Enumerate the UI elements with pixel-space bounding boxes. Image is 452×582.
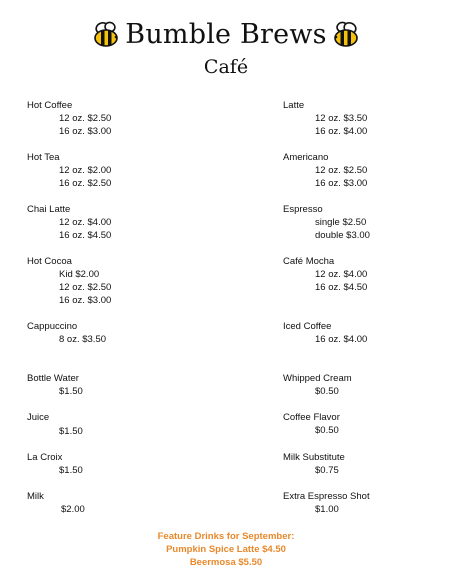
menu-item [27, 372, 207, 398]
item-name: Juice [27, 412, 50, 423]
item-price: $0.50 [315, 386, 339, 397]
item-price: 8 oz. $3.50 [59, 334, 107, 345]
menu-item [27, 255, 207, 307]
menu-item [283, 255, 452, 294]
item-name: Café Mocha [283, 256, 335, 267]
menu-item [283, 203, 452, 242]
cafe-title: Bumble Brews [125, 18, 327, 50]
menu-item [283, 411, 452, 437]
menu-item [283, 151, 452, 190]
bee-icon [91, 19, 121, 49]
menu-item [27, 151, 207, 190]
item-price: 16 oz. $4.00 [315, 334, 368, 345]
menu-item [283, 451, 452, 477]
item-price: 16 oz. $4.50 [315, 282, 368, 293]
item-name: Bottle Water [27, 373, 79, 384]
menu-item [27, 320, 207, 346]
menu-item [27, 411, 207, 438]
menu-item [283, 490, 452, 516]
item-name: Milk [27, 491, 44, 502]
item-price: $1.50 [59, 426, 83, 437]
item-name: Hot Tea [27, 152, 60, 163]
menu-item [27, 490, 207, 516]
header [0, 14, 452, 54]
item-price: $2.00 [61, 504, 85, 515]
item-name: Cappuccino [27, 321, 78, 332]
item-name: Coffee Flavor [283, 412, 340, 423]
item-price: Kid $2.00 [59, 269, 100, 280]
item-name: La Croix [27, 452, 63, 463]
item-price: 12 oz. $2.50 [315, 165, 368, 176]
item-price: $1.50 [59, 386, 83, 397]
item-name: Hot Cocoa [27, 256, 72, 267]
item-price: 16 oz. $4.50 [59, 230, 112, 241]
bee-icon [331, 19, 361, 49]
item-name: Hot Coffee [27, 100, 73, 111]
item-price: single $2.50 [315, 217, 367, 228]
item-name: Milk Substitute [283, 452, 345, 463]
item-name: Espresso [283, 204, 323, 215]
menu-item [27, 99, 207, 138]
menu-item [27, 203, 207, 242]
item-price: 16 oz. $4.00 [315, 126, 368, 137]
feature-item: Pumpkin Spice Latte $4.50 [166, 544, 286, 555]
item-price: 16 oz. $2.50 [59, 178, 112, 189]
item-price: $1.00 [315, 504, 339, 515]
item-price: 12 oz. $2.00 [59, 165, 112, 176]
item-price: 12 oz. $2.50 [59, 113, 112, 124]
item-price: 12 oz. $4.00 [315, 269, 368, 280]
item-name: Latte [283, 100, 305, 111]
menu-item [283, 320, 452, 346]
feature-item: Beermosa $5.50 [189, 557, 263, 568]
item-name: Iced Coffee [283, 321, 332, 332]
item-name: Chai Latte [27, 204, 71, 215]
item-price: 12 oz. $2.50 [59, 282, 112, 293]
item-price: 16 oz. $3.00 [59, 295, 112, 306]
item-price: 12 oz. $4.00 [59, 217, 112, 228]
item-price: $0.50 [315, 425, 339, 436]
item-price: $0.75 [315, 465, 339, 476]
menu-item [283, 99, 452, 138]
item-price: double $3.00 [315, 230, 370, 241]
item-price: 16 oz. $3.00 [315, 178, 368, 189]
item-price: $1.50 [59, 465, 83, 476]
feature-heading: Feature Drinks for September: [157, 531, 295, 542]
menu-item [283, 372, 452, 398]
item-name: Extra Espresso Shot [283, 491, 370, 502]
item-name: Whipped Cream [283, 373, 352, 384]
item-name: Americano [283, 152, 329, 163]
menu-item [27, 451, 207, 477]
item-price: 12 oz. $3.50 [315, 113, 368, 124]
item-price: 16 oz. $3.00 [59, 126, 112, 137]
cafe-subtitle: Café [203, 56, 249, 78]
